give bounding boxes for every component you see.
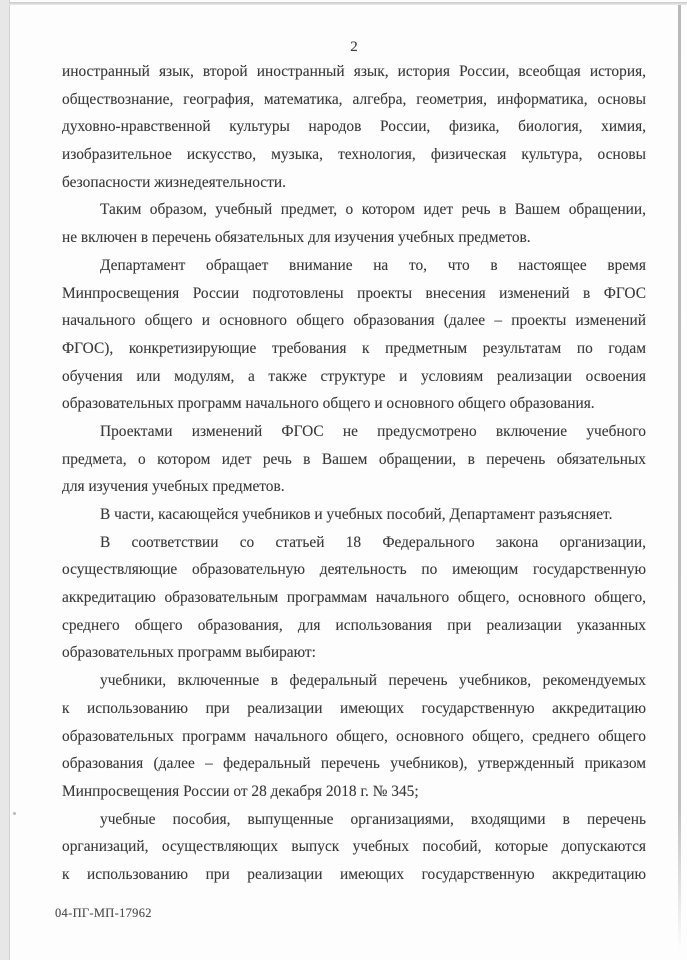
text-line: ФГОС), конкретизирующие требования к предметным результатам по годам: [62, 339, 646, 357]
scan-speck: [13, 812, 16, 815]
text-line: учебники, включенные в федеральный перечень учебников, рекомендуемых: [100, 672, 646, 690]
text-line: Таким образом, учебный предмет, о котором идет речь в Вашем обращении,: [100, 201, 646, 219]
text-line: изобразительное искусство, музыка, технология, физическая культура, основы: [62, 146, 646, 164]
text-line: духовно-нравственной культуры народов России, физика, биология, химия,: [62, 118, 646, 136]
scan-edge-right: [678, 5, 681, 950]
letter-body: [62, 58, 646, 889]
paragraph: [62, 252, 646, 418]
paragraph: [62, 667, 646, 805]
paragraph: [62, 58, 646, 196]
paragraph: [62, 196, 646, 251]
text-line: учебные пособия, выпущенные организациями, входящими в перечень: [100, 810, 646, 828]
page-number: 2: [350, 39, 358, 55]
text-line: Минпросвещения России от 28 декабря 2018 г. № 345;: [62, 782, 419, 800]
text-line: Минпросвещения России подготовлены проекты внесения изменений в ФГОС: [62, 284, 646, 302]
text-line: образовательных программ начального общего, основного общего, среднего общего: [62, 727, 646, 745]
text-line: образования (далее – федеральный перечень учебников), утвержденный приказом: [62, 755, 646, 773]
text-line: осуществляющие образовательную деятельность по имеющим государственную: [62, 561, 646, 579]
text-line: не включен в перечень обязательных для изучения учебных предметов.: [62, 229, 531, 247]
text-line: иностранный язык, второй иностранный язык, история России, всеобщая история,: [62, 63, 646, 80]
text-line: образовательных программ выбирают:: [62, 644, 316, 662]
text-line: начального общего и основного общего образования (далее – проекты изменений: [62, 312, 646, 330]
paragraph: [62, 418, 646, 501]
paragraph: [62, 806, 646, 889]
text-line: к использованию при реализации имеющих государственную аккредитацию: [62, 699, 646, 717]
text-line: образовательных программ начального общего и основного общего образования.: [62, 395, 595, 413]
scan-edge-top: [9, 2, 687, 5]
text-line: среднего общего образования, для использования при реализации указанных: [62, 616, 646, 634]
text-line: для изучения учебных предметов.: [62, 478, 285, 496]
text-line: обучения или модулям, а также структуре и условиям реализации освоения: [62, 367, 646, 385]
text-line: Департамент обращает внимание на то, что в настоящее время: [100, 256, 646, 274]
text-line: безопасности жизнедеятельности.: [62, 173, 286, 191]
text-line: предмета, о котором идет речь в Вашем обращении, в перечень обязательных: [62, 450, 646, 468]
text-line: обществознание, география, математика, алгебра, геометрия, информатика, основы: [62, 90, 646, 108]
text-line: к использованию при реализации имеющих государственную аккредитацию: [62, 865, 646, 883]
text-line: аккредитацию образовательным программам начального общего, основного общего,: [62, 589, 646, 607]
text-line: В соответствии со статьей 18 Федерального закона организации,: [100, 533, 646, 551]
paragraph: [62, 529, 646, 667]
text-line: Проектами изменений ФГОС не предусмотрено включение учебного: [100, 422, 646, 440]
document-reference-number: 04-ПГ-МП-17962: [55, 906, 152, 920]
paragraph: [62, 501, 646, 529]
scan-edge-left: [0, 0, 10, 960]
text-line: организаций, осуществляющих выпуск учебных пособий, которые допускаются: [62, 838, 646, 856]
text-line: В части, касающейся учебников и учебных пособий, Департамент разъясняет.: [100, 506, 613, 523]
